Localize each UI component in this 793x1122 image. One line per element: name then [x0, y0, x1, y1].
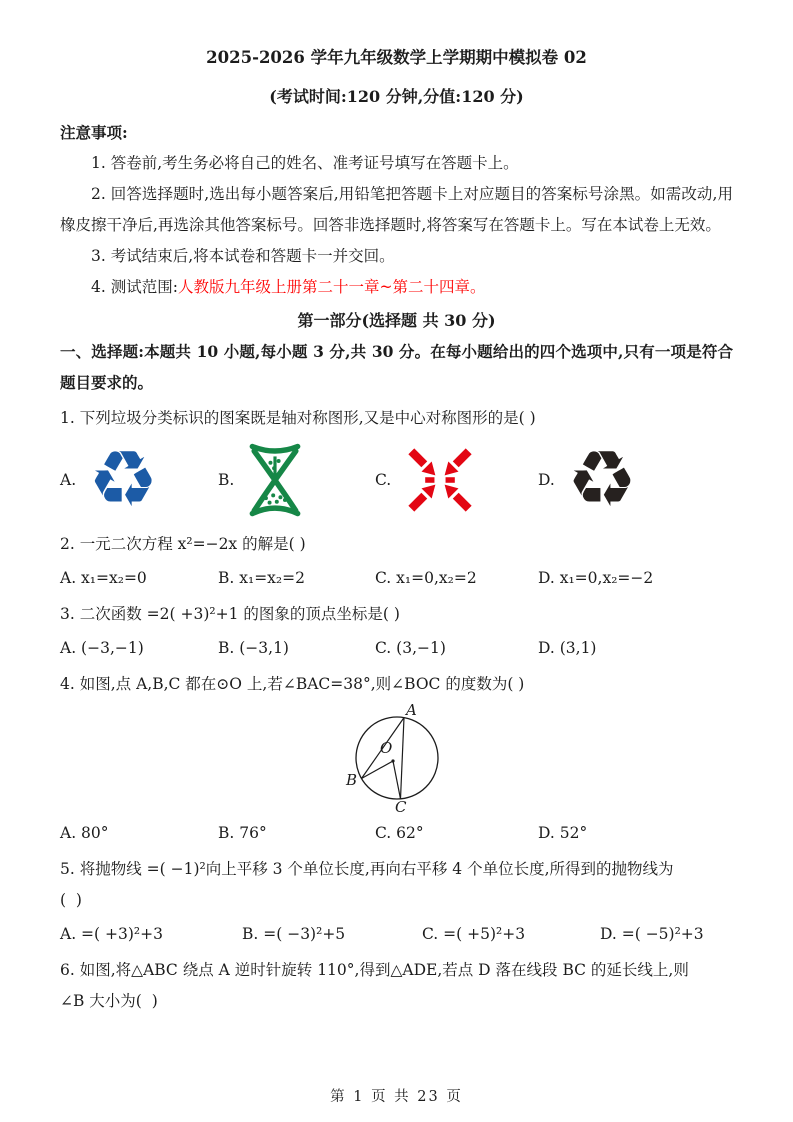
question-5-option-d: D. =( −5)²+3 — [600, 925, 704, 943]
question-3-option-a: A. (−3,−1) — [60, 639, 144, 657]
question-4-option-d: D. 52° — [538, 824, 588, 842]
question-2-stem: 2. 一元二次方程 x²=−2x 的解是( ) — [60, 535, 306, 553]
inward-arrows-red-icon — [403, 443, 477, 517]
question-4-option-a: A. 80° — [60, 824, 109, 842]
page-subtitle: (考试时间:120 分钟,分值:120 分) — [269, 87, 524, 106]
question-1-option-d — [538, 435, 733, 525]
question-4-stem: 4. 如图,点 A,B,C 都在⊙O 上,若∠BAC=38°,则∠BOC 的度数为( ) — [60, 675, 525, 693]
recycle-triangle-black-icon: ♻ — [566, 435, 637, 525]
question-4-option-b: B. 76° — [218, 824, 267, 842]
question-1-stem: 1. 下列垃圾分类标识的图案既是轴对称图形,又是中心对称图形的是( ) — [60, 409, 536, 427]
test-scope-highlight: 人教版九年级上册第二十一章~第二十四章。 — [177, 278, 486, 296]
figure-label-A: A — [405, 701, 417, 719]
recycle-triangle-blue-icon: ♻ — [88, 435, 159, 525]
circle-O-figure — [60, 701, 733, 813]
question-6-stem-line2: ∠B 大小为( ) — [60, 992, 158, 1010]
option-a-label: A. — [60, 471, 77, 489]
question-5-options — [60, 919, 733, 950]
question-1-option-a — [60, 435, 218, 525]
question-3-option-c: C. (3,−1) — [375, 639, 446, 657]
question-3-option-b: B. (−3,1) — [218, 639, 289, 657]
section-1-intro: 一、选择题:本题共 10 小题,每小题 3 分,共 30 分。在每小题给出的四个选项中,只有一项是符合题目要求的。 — [60, 342, 733, 392]
question-2-option-b: B. x₁=x₂=2 — [218, 569, 305, 587]
question-5-option-c: C. =( +5)²+3 — [422, 925, 526, 943]
question-4-options — [60, 818, 733, 849]
section-1-heading: 第一部分(选择题 共 30 分) — [297, 311, 496, 330]
question-5-option-a: A. =( +3)²+3 — [60, 925, 163, 943]
option-b-label: B. — [218, 471, 235, 489]
page-title: 2025-2026 学年九年级数学上学期期中模拟卷 02 — [206, 48, 587, 67]
figure-label-B: B — [345, 771, 357, 789]
test-scope-label: 4. 测试范围: — [91, 278, 178, 296]
question-1-options — [60, 436, 733, 524]
question-6-stem-line1: 6. 如图,将△ABC 绕点 A 逆时针旋转 110°,得到△ADE,若点 D 落在线段 BC 的延长线上,则 — [60, 961, 689, 979]
question-2-option-c: C. x₁=0,x₂=2 — [375, 569, 477, 587]
question-2-option-a: A. x₁=x₂=0 — [60, 569, 147, 587]
page-footer: 第 1 页 共 23 页 — [330, 1089, 463, 1105]
option-d-label: D. — [538, 471, 555, 489]
question-3-stem: 3. 二次函数 =2( +3)²+1 的图象的顶点坐标是( ) — [60, 605, 400, 623]
question-2-options — [60, 563, 733, 594]
hourglass-recycle-green-icon — [246, 439, 304, 521]
question-3-options — [60, 633, 733, 664]
question-5-stem-line1: 5. 将抛物线 =( −1)²向上平移 3 个单位长度,再向右平移 4 个单位长度,所得到的抛物线为 — [60, 860, 674, 878]
question-1-option-b — [218, 439, 375, 521]
question-3-option-d: D. (3,1) — [538, 639, 597, 657]
notice-item-2: 2. 回答选择题时,选出每小题答案后,用铅笔把答题卡上对应题目的答案标号涂黑。如需改动,用橡皮擦干净后,再选涂其他答案标号。回答非选择题时,将答案写在答题卡上。写在本试卷上无效。 — [60, 185, 733, 234]
question-1-option-c — [375, 443, 538, 517]
notice-item-4 — [60, 272, 733, 303]
question-5-stem-line2: ( ) — [60, 891, 82, 909]
option-c-label: C. — [375, 471, 392, 489]
notice-item-3: 3. 考试结束后,将本试卷和答题卡一并交回。 — [91, 247, 395, 265]
figure-label-O: O — [379, 739, 392, 757]
notice-heading: 注意事项: — [60, 123, 128, 142]
question-4-option-c: C. 62° — [375, 824, 424, 842]
figure-label-C: C — [394, 798, 406, 813]
notice-item-1: 1. 答卷前,考生务必将自己的姓名、准考证号填写在答题卡上。 — [91, 154, 519, 172]
question-2-option-d: D. x₁=0,x₂=−2 — [538, 569, 654, 587]
question-5-option-b: B. =( −3)²+5 — [242, 925, 346, 943]
